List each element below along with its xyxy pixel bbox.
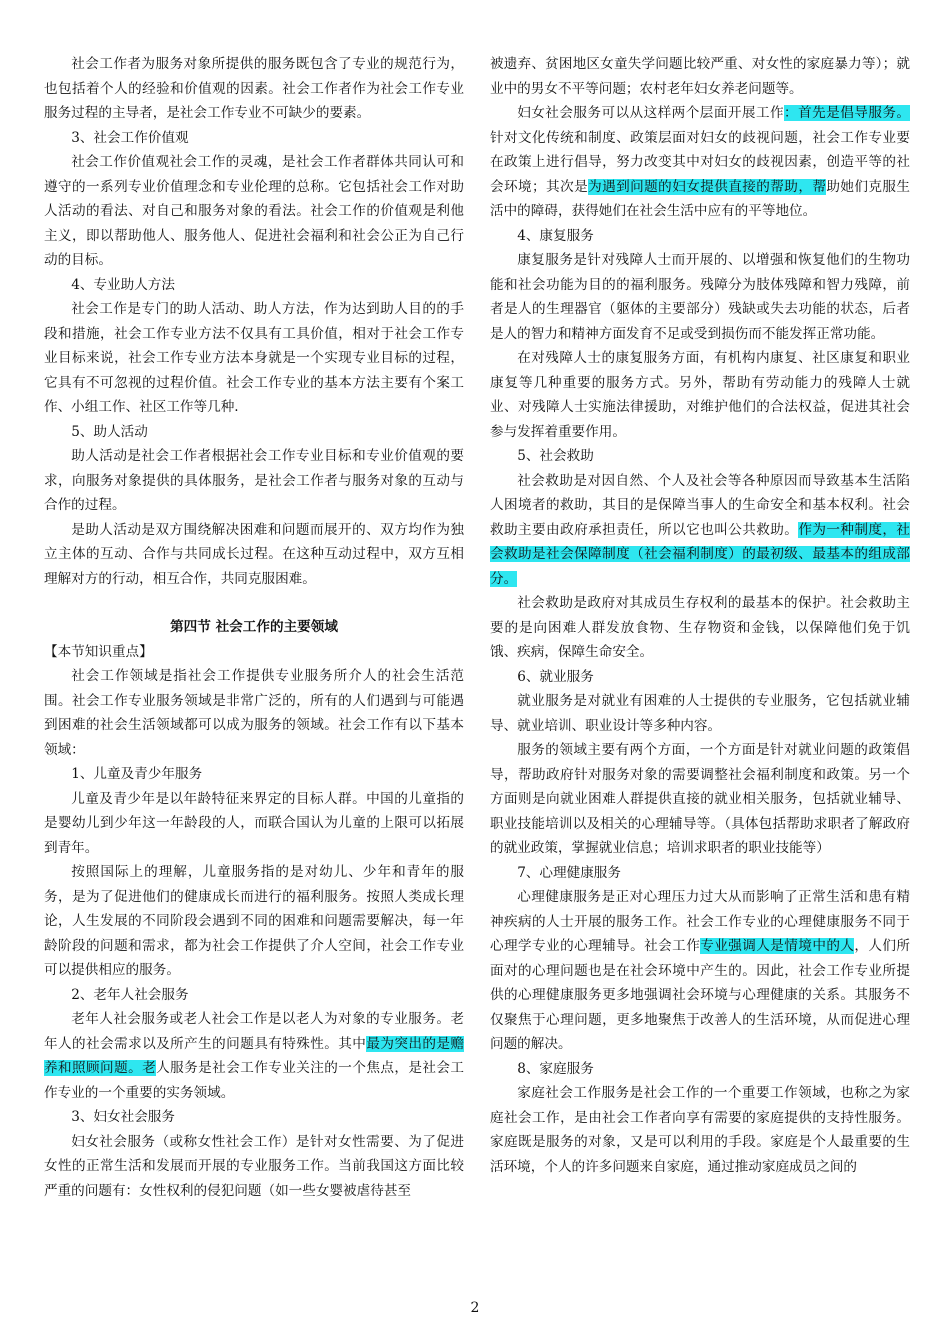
- text-run: 老年人社会服务或老人社会工作是以老人为对象的专业服务。老年人的社会需求以及所产生的问题具有特殊性。其中: [44, 1011, 464, 1052]
- paragraph: 社会工作者为服务对象所提供的服务既包含了专业的规范行为，也包括着个人的经验和价值观的因素。社会工作者作为社会工作专业服务过程的主导者，是社会工作专业不可缺少的要素。: [44, 56, 464, 121]
- subheading: 3、妇女社会服务: [71, 1109, 175, 1125]
- paragraph: 社会工作领域是指社会工作提供专业服务所介人的社会生活范围。社会工作专业服务领域是非常广泛的，所有的人们遇到与可能遇到困难的社会生活领域都可以成为服务的领域。社会工作有以下基本领域：: [44, 668, 464, 758]
- subheading: 5、助人活动: [71, 423, 148, 440]
- right-column: [490, 52, 910, 1179]
- paragraph: 被遗弃、贫困地区女童失学问题比较严重、对女性的家庭暴力等）；就业中的男女不平等问题；农村老年妇女养老问题等。: [490, 56, 910, 97]
- paragraph: [490, 885, 910, 1057]
- paragraph: 妇女社会服务（或称女性社会工作）是针对女性需要、为了促进女性的正常生活和发展而开展的专业服务工作。当前我国这方面比较严重的问题有：女性权利的侵犯问题（如一些女婴被虐待甚至: [44, 1133, 464, 1199]
- subheading: 2、老年人社会服务: [71, 986, 189, 1003]
- text-run: 社会救助是对因自然、个人及社会等各种原因而导致基本生活陷人困境者的救助，其目的是保障当事人的生命安全和基本权利。社会救助主要由政府承担责任，所以它也叫公共救助。: [490, 472, 910, 538]
- paragraph: 助人活动是社会工作者根据社会工作专业目标和专业价值观的要求，向服务对象提供的具体服务，是社会工作者与服务对象的互动与合作的过程。: [44, 448, 464, 513]
- paragraph: [44, 1007, 464, 1105]
- text-run: ，人们所面对的心理问题也是在社会环境中产生的。因此，社会工作专业所提供的心理健康服务更多地强调社会环境与心理健康的关系。其服务不仅聚焦于心理问题，更多地聚焦于改善人的生活环境，从而促进心理问题的解决。: [490, 938, 911, 1052]
- text-run: 人服务是社会工作专业关注的一个焦点，是社会工作专业的一个重要的实务领域。: [44, 1060, 465, 1101]
- highlighted-text: 最为突出的是赡养和照顾问题。老: [44, 1035, 465, 1076]
- paragraph: 康复服务是针对残障人士而开展的、以增强和恢复他们的生物功能和社会功能为目的的福利服务。残障分为肢体残障和智力残障，前者是人的生理器官（躯体的主要部分）残缺或失去功能的状态，后者是人的智力和精神方面发育不足或受到损伤而不能发挥正常功能。: [490, 252, 910, 342]
- subheading: 8、家庭服务: [517, 1060, 594, 1077]
- paragraph: 社会工作是专门的助人活动、助人方法，作为达到助人目的的手段和措施，社会工作专业方法不仅具有工具价值，相对于社会工作专业目标来说，社会工作专业方法本身就是一个实现专业目标的过程，它具有不可忽视的过程价值。社会工作专业的基本方法主要有个案工作、小组工作、社区工作等几种.: [44, 301, 464, 415]
- highlighted-text: 为遇到问题的妇女提供直接的帮助，帮: [588, 178, 827, 195]
- highlighted-text: 作为一种制度，社会救助是社会保障制度（社会福利制度）的最初级、最基本的组成部分。: [490, 521, 911, 587]
- paragraph: 按照国际上的理解，儿童服务指的是对幼儿、少年和青年的服务，是为了促进他们的健康成长而进行的福利服务。按照人类成长理论，人生发展的不同阶段会遇到不同的困难和问题需要解决，每一年龄阶段的问题和需求，都为社会工作提供了介人空间，社会工作专业可以提供相应的服务。: [44, 864, 464, 978]
- text-run: 妇女社会服务可以从这样两个层面开展工作: [517, 105, 785, 121]
- subheading: 4、康复服务: [517, 227, 594, 244]
- subheading: 5、社会救助: [517, 448, 594, 464]
- paragraph: [490, 101, 910, 224]
- paragraph: 服务的领域主要有两个方面，一个方面是针对就业问题的政策倡导，帮助政府针对服务对象的需要调整社会福利制度和政策。另一个方面则是向就业困难人群提供直接的就业相关服务，包括就业辅导、职业技能培训以及相关的心理辅导等。（具体包括帮助求职者了解政府的就业政策，掌握就业信息；培训求职者的职业技能等）: [490, 742, 910, 856]
- paragraph: [490, 469, 910, 592]
- paragraph: 就业服务是对就业有困难的人士提供的专业服务，它包括就业辅导、就业培训、职业设计等多种内容。: [490, 693, 910, 734]
- paragraph: 社会救助是政府对其成员生存权利的最基本的保护。社会救助主要的是向困难人群发放食物、生存物资和金钱，以保障他们免于饥饿、疾病，保障生命安全。: [490, 595, 910, 660]
- subheading: 6、就业服务: [517, 668, 594, 685]
- subheading: 3、社会工作价值观: [71, 129, 189, 146]
- left-column: [44, 52, 464, 1203]
- subheading: 1、儿童及青少年服务: [71, 766, 203, 782]
- text-run: 心理健康服务是正对心理压力过大从而影响了正常生活和患有精神疾病的人士开展的服务工作。社会工作专业的心理健康服务不同于心理学专业的心理辅导。社会工作: [490, 889, 910, 954]
- paragraph: 儿童及青少年是以年龄特征来界定的目标人群。中国的儿童指的是婴幼儿到少年这一年龄段的人，而联合国认为儿童的上限可以拓展到青年。: [44, 790, 464, 856]
- paragraph: 在对残障人士的康复服务方面，有机构内康复、社区康复和职业康复等几种重要的服务方式。另外，帮助有劳动能力的残障人士就业、对残障人士实施法律援助，对维护他们的合法权益，促进其社会参与发挥着重要作用。: [490, 350, 910, 440]
- section-title: 第四节 社会工作的主要领域: [170, 619, 338, 635]
- highlighted-text: 专业强调人是情境中的人: [700, 938, 855, 954]
- key-points-label: 【本节知识重点】: [44, 643, 153, 660]
- text-run: 助她们克服生活中的障碍，获得她们在社会生活中应有的平等地位。: [490, 178, 911, 219]
- highlighted-text: ：首先是倡导服务。: [784, 105, 911, 121]
- subheading: 7、心理健康服务: [517, 864, 621, 881]
- paragraph: 社会工作价值观社会工作的灵魂，是社会工作者群体共同认可和遵守的一系列专业价值理念和专业伦理的总称。它包括社会工作对助人活动的看法、对自己和服务对象的看法。社会工作的价值观是利他主义，即以帮助他人、服务他人、促进社会福利和社会公正为自己行动的目标。: [44, 154, 464, 268]
- paragraph: 家庭社会工作服务是社会工作的一个重要工作领域，也称之为家庭社会工作，是由社会工作者向享有需要的家庭提供的支持性服务。家庭既是服务的对象，又是可以利用的手段。家庭是个人最重要的生活环境，个人的许多问题来自家庭，通过推动家庭成员之间的: [490, 1085, 910, 1175]
- text-run: 针对文化传统和制度、政策层面对妇女的歧视问题，社会工作专业要在政策上进行倡导，努力改变其中对妇女的歧视因素，创造平等的社会环境；其次是: [490, 129, 910, 195]
- page-number: 2: [470, 1300, 480, 1316]
- subheading: 4、专业助人方法: [71, 276, 175, 293]
- paragraph: 是助人活动是双方围绕解决困难和问题而展开的、双方均作为独立主体的互动、合作与共同成长过程。在这种互动过程中，双方互相理解对方的行动，相互合作，共同克服困难。: [44, 521, 464, 587]
